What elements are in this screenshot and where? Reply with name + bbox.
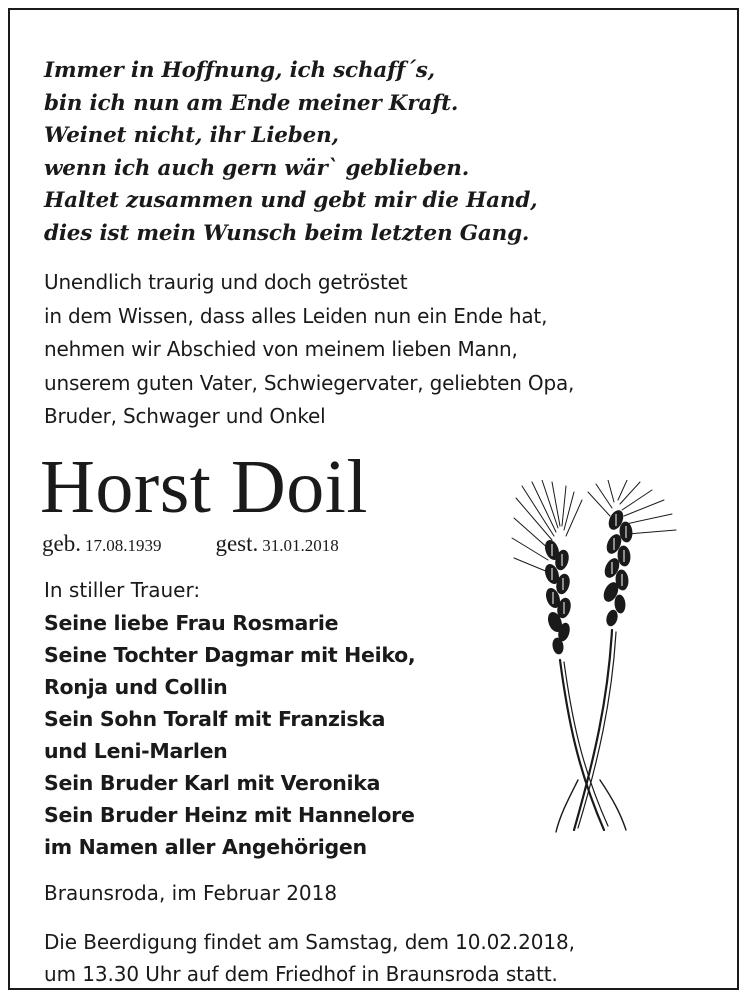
born-date: 17.08.1939 <box>84 536 162 555</box>
mourners-list <box>44 607 415 863</box>
mourner-line: im Namen aller Angehörigen <box>44 835 367 859</box>
poem-line: dies ist mein Wunsch beim letzten Gang. <box>44 220 530 246</box>
poem <box>44 55 644 250</box>
deceased-name: Horst Doil <box>40 445 368 529</box>
intro-line: unserem guten Vater, Schwiegervater, geliebten Opa, <box>44 370 575 395</box>
poem-line: wenn ich auch gern wär` geblieben. <box>44 155 470 181</box>
mourner-line: Sein Bruder Heinz mit Hannelore <box>44 803 415 827</box>
funeral-notice <box>44 926 724 990</box>
intro-line: nehmen wir Abschied von meinem lieben Mann, <box>44 337 518 361</box>
place-date: Braunsroda, im Februar 2018 <box>44 881 338 905</box>
poem-line: Immer in Hoffnung, ich schaff´s, <box>44 58 435 83</box>
mourner-line: Sein Sohn Toralf mit Franziska <box>44 707 386 731</box>
mourning-heading: In stiller Trauer: <box>44 578 201 602</box>
life-dates <box>42 531 339 557</box>
obituary-card <box>8 8 739 990</box>
funeral-line: um 13.30 Uhr auf dem Friedhof in Braunsroda statt. <box>44 962 558 986</box>
intro-line: Unendlich traurig und doch getröstet <box>44 270 408 294</box>
poem-line: Haltet zusammen und gebt mir die Hand, <box>44 188 538 213</box>
died-date: 31.01.2018 <box>262 536 339 555</box>
died-label: gest. <box>215 531 259 556</box>
mourner-line: Sein Bruder Karl mit Veronika <box>44 771 381 795</box>
intro-text <box>44 266 684 434</box>
intro-line: Bruder, Schwager und Onkel <box>44 404 326 428</box>
mourner-line: Seine liebe Frau Rosmarie <box>44 611 339 635</box>
intro-line: in dem Wissen, dass alles Leiden nun ein Ende hat, <box>44 303 548 328</box>
poem-line: bin ich nun am Ende meiner Kraft. <box>44 90 459 116</box>
mourner-line: Seine Tochter Dagmar mit Heiko, <box>44 643 416 667</box>
born-label: geb. <box>42 531 81 556</box>
poem-line: Weinet nicht, ihr Lieben, <box>44 123 339 148</box>
funeral-line: Die Beerdigung findet am Samstag, dem 10.02.2018, <box>44 930 575 954</box>
wheat-icon <box>508 480 678 850</box>
mourner-line: und Leni-Marlen <box>44 739 228 763</box>
mourner-line: Ronja und Collin <box>44 675 228 699</box>
